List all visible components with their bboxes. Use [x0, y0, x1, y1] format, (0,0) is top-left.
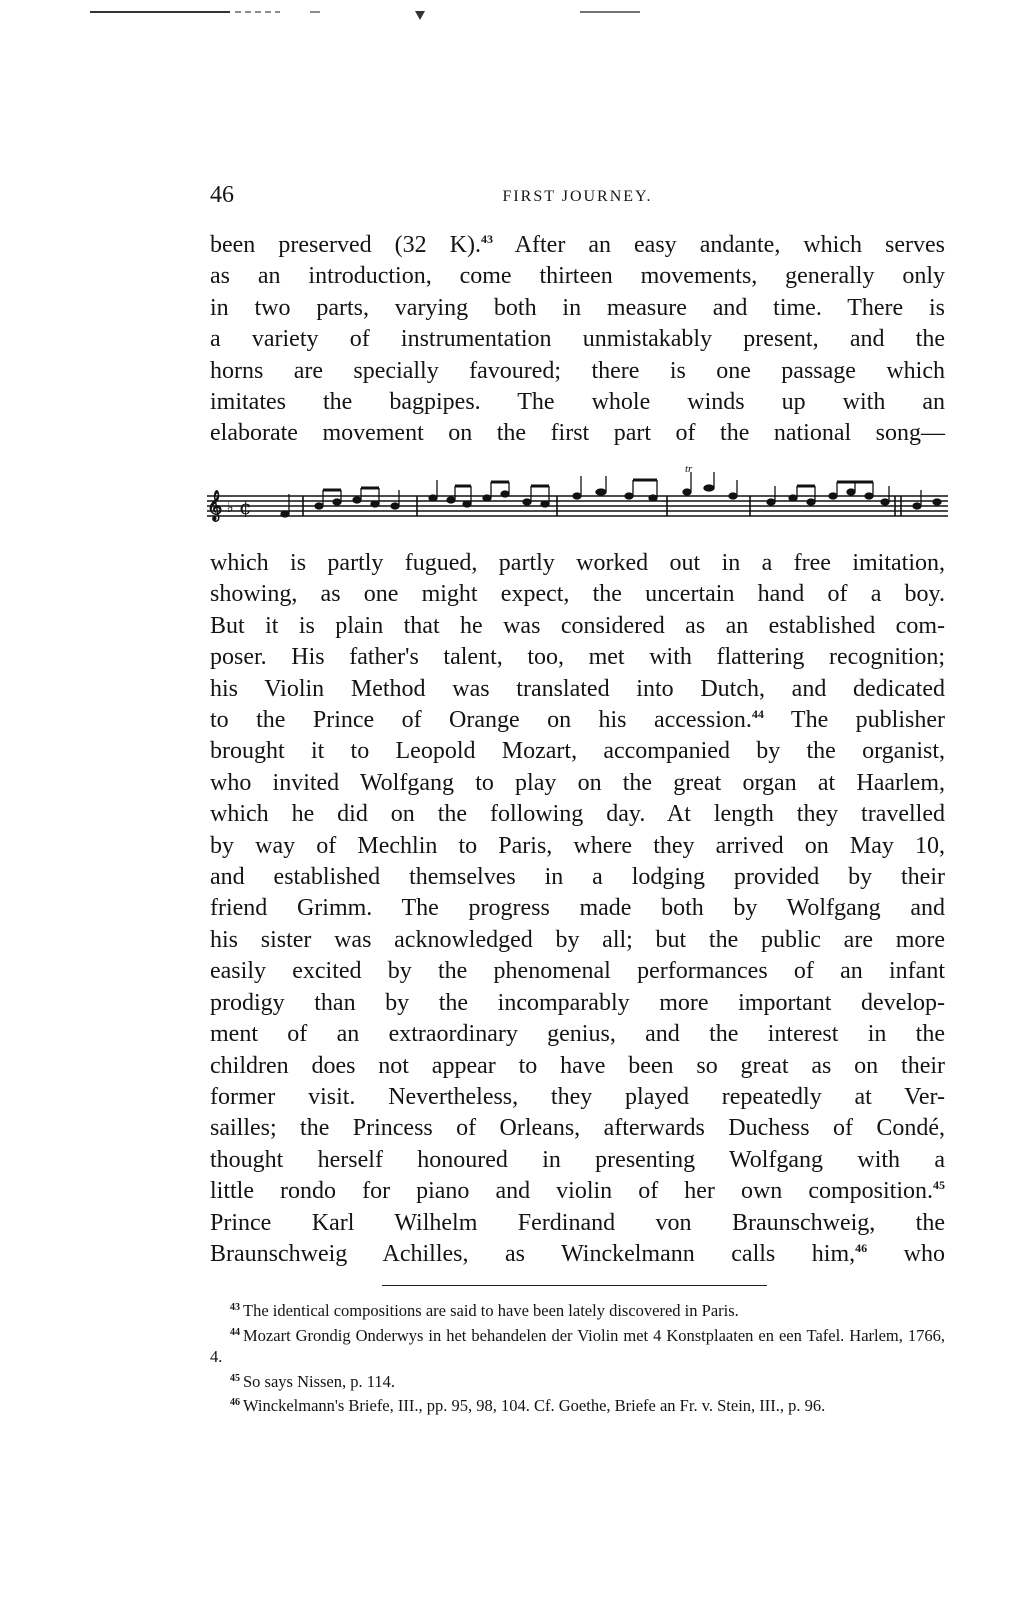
text-line: as an introduction, come thirteen movements, generally only	[210, 263, 945, 290]
text-line: easily excited by the phenomenal performances of an infant	[210, 958, 945, 985]
note-ref-46: 46	[855, 1240, 868, 1255]
clef-and-time	[207, 489, 252, 523]
text-line: which he did on the following day. At length they travelled	[210, 801, 945, 828]
text-line: to the Prince of Orange on his accession.$^{44}$ The publisher	[210, 707, 945, 734]
text-line: horns are specially favoured; there is one passage which	[210, 357, 945, 384]
paragraph-2	[210, 548, 945, 1270]
svg-text:𝄞: 𝄞	[207, 491, 223, 521]
text-line: showing, as one might expect, the uncertain hand of a boy.	[210, 581, 945, 608]
notes	[281, 472, 941, 517]
paragraph-1	[210, 230, 945, 450]
music-example	[205, 462, 950, 528]
text-line: former visit. Nevertheless, they played repeatedly at Ver-	[210, 1083, 945, 1110]
scan-artifact-marks	[80, 8, 680, 22]
note-ref-45: 45	[933, 1178, 945, 1193]
text-line: Prince Karl Wilhelm Ferdinand von Braunschweig, the	[210, 1209, 945, 1236]
note-ref-43: 43	[480, 232, 493, 246]
text-line: Braunschweig Achilles, as Winckelmann calls him,$^{46}$ who	[210, 1240, 945, 1267]
text-line: prodigy than by the incomparably more important develop-	[210, 989, 945, 1016]
text-line: and established themselves in a lodging provided by their	[210, 864, 945, 891]
text-line: who invited Wolfgang to play on the great organ at Haarlem,	[210, 769, 945, 796]
footnote-46: $^{46}$ Winckelmann's Briefe, III., pp. 95, 98, 104. Cf. Goethe, Briefe an Fr. v. Stein, III., p. 96.	[230, 1396, 826, 1416]
text-line: his sister was acknowledged by all; but the public are more	[210, 926, 945, 953]
text-line: little rondo for piano and violin of her own composition.$^{45}$	[210, 1178, 945, 1205]
text-line: in two parts, varying both in measure and time. There is	[210, 294, 945, 321]
text-line: thought herself honoured in presenting Wolfgang with a	[210, 1146, 945, 1173]
trill-mark: tr	[685, 463, 693, 475]
text-line: But it is plain that he was considered as an established com-	[210, 612, 945, 639]
page-header	[210, 182, 945, 212]
text-line: which is partly fugued, partly worked out in a free imitation,	[210, 550, 945, 576]
footnote-45: $^{45}$ So says Nissen, p. 114.	[230, 1371, 396, 1391]
text-line: imitates the bagpipes. The whole winds up with an	[210, 389, 945, 416]
svg-text:♭: ♭	[227, 500, 234, 516]
text-line: friend Grimm. The progress made both by Wolfgang and	[210, 895, 945, 922]
footnotes	[210, 1297, 945, 1417]
footnote-44: $^{44}$ Mozart Grondig Onderwys in het behandelen der Violin met 4 Konstplaaten en een Tafel. Harlem, 1766, 4.	[210, 1325, 945, 1367]
svg-text:¢: ¢	[239, 495, 252, 519]
footnote-43: $^{43}$ The identical compositions are said to have been lately discovered in Paris.	[230, 1301, 739, 1320]
text-line: poser. His father's talent, too, met with flattering recognition;	[210, 644, 945, 671]
text-line: a variety of instrumentation unmistakably present, and the	[210, 326, 945, 353]
text-line: been preserved (32 K).$^{43}$ After an easy andante, which serves	[210, 232, 945, 258]
footnote-divider	[382, 1285, 767, 1286]
text-line: elaborate movement on the first part of the national song—	[210, 420, 945, 447]
text-line: sailles; the Princess of Orleans, afterwards Duchess of Condé,	[210, 1115, 945, 1142]
note-ref-44: 44	[751, 707, 764, 722]
text-line: by way of Mechlin to Paris, where they arrived on May 10,	[210, 832, 945, 859]
text-line: ment of an extraordinary genius, and the interest in the	[210, 1021, 945, 1048]
page-number: 46	[210, 182, 234, 208]
running-head: FIRST JOURNEY.	[502, 188, 653, 205]
text-line: children does not appear to have been so great as on their	[210, 1052, 945, 1079]
text-line: brought it to Leopold Mozart, accompanied by the organist,	[210, 738, 945, 765]
text-line: his Violin Method was translated into Dutch, and dedicated	[210, 675, 945, 702]
